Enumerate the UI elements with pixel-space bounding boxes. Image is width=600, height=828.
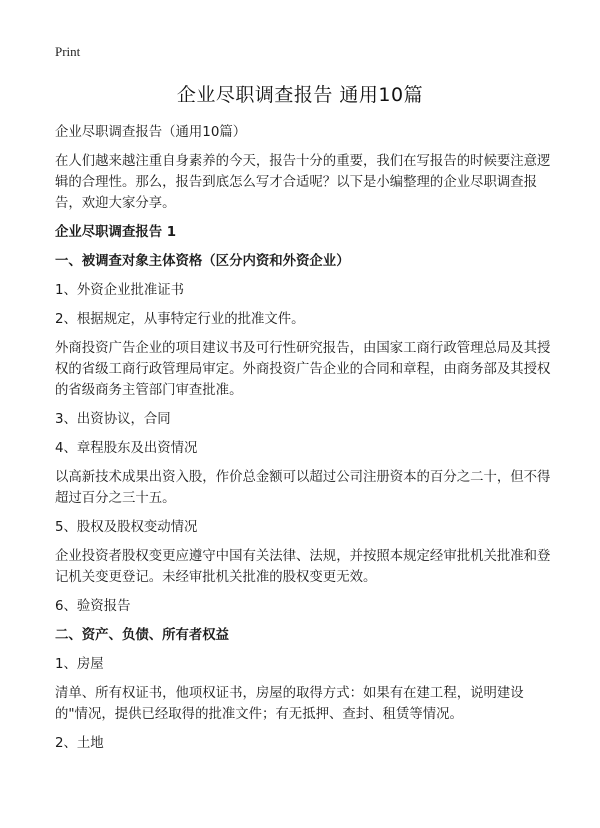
paragraph: 以高新技术成果出资入股，作价总金额可以超过公司注册资本的百分之二十，但不得超过百分之三十五。 <box>55 470 551 506</box>
article-subtitle: 企业尽职调查报告（通用10篇） <box>55 125 247 140</box>
list-item: 1、外资企业批准证书 <box>55 283 185 298</box>
intro-paragraph: 在人们越来越注重自身素养的今天，报告十分的重要，我们在写报告的时候要注意逻辑的合理性。那么，报告到底怎么写才合适呢？以下是小编整理的企业尽职调查报告，欢迎大家分享。 <box>55 154 551 211</box>
list-item: 1、房屋 <box>55 657 104 672</box>
part1-heading: 一、被调查对象主体资格（区分内资和外资企业） <box>55 254 350 269</box>
list-item: 2、根据规定，从事特定行业的批准文件。 <box>55 312 305 327</box>
list-item: 4、章程股东及出资情况 <box>55 441 198 456</box>
print-label: Print <box>55 44 81 59</box>
list-item: 3、出资协议，合同 <box>55 412 171 427</box>
paragraph: 外商投资广告企业的项目建议书及可行性研究报告，由国家工商行政管理总局及其授权的省级工商行政管理局审定。外商投资广告企业的合同和章程，由商务部及其授权的省级商务主管部门审查批准。 <box>55 341 551 398</box>
list-item: 2、土地 <box>55 736 104 751</box>
part2-heading: 二、资产、负债、所有者权益 <box>55 628 230 643</box>
page-title: 企业尽职调查报告 通用10篇 <box>176 84 424 106</box>
paragraph: 清单、所有权证书，他项权证书，房屋的取得方式：如果有在建工程，说明建设的"情况，提供已经取得的批准文件；有无抵押、查封、租赁等情况。 <box>55 686 524 722</box>
list-item: 5、股权及股权变动情况 <box>55 520 198 535</box>
paragraph: 企业投资者股权变更应遵守中国有关法律、法规，并按照本规定经审批机关批准和登记机关变更登记。未经审批机关批准的股权变更无效。 <box>55 549 551 585</box>
section-title: 企业尽职调查报告 1 <box>55 225 177 240</box>
list-item: 6、验资报告 <box>55 599 131 614</box>
article-body <box>55 122 555 762</box>
